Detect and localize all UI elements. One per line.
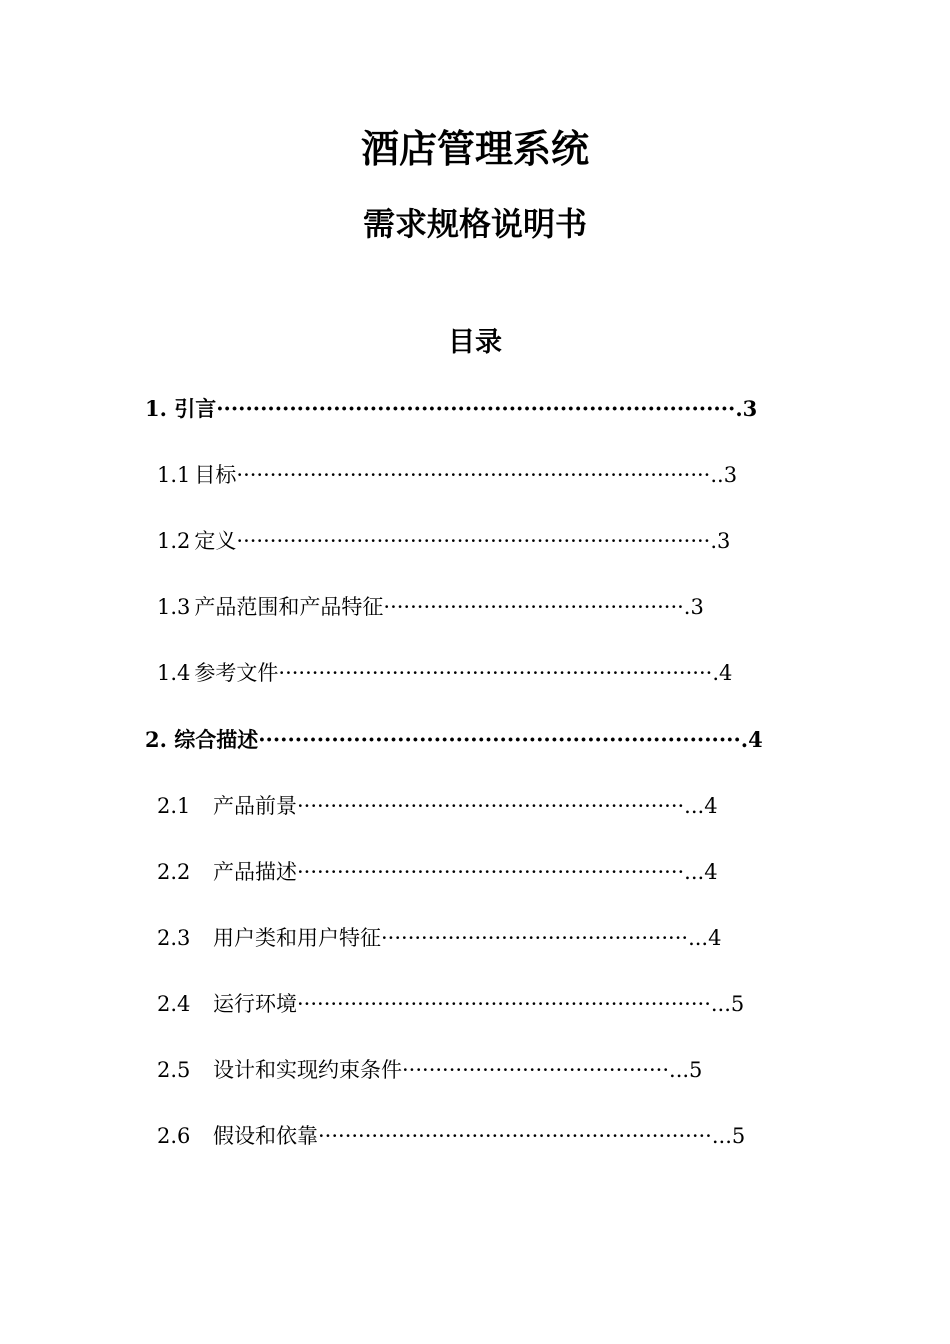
toc-number: 2.1	[157, 794, 191, 818]
toc-text: 引言	[174, 396, 217, 421]
toc-number: 1.1	[157, 463, 191, 487]
toc-leader: ·································································	[278, 661, 713, 685]
toc-page: ..3	[710, 463, 738, 487]
toc-entry-2-3[interactable]	[157, 923, 787, 953]
toc-number: 2.6	[157, 1124, 191, 1148]
toc-text: 运行环境	[213, 992, 297, 1016]
toc-entry-2-5[interactable]	[157, 1055, 760, 1085]
toc-page: .3	[735, 396, 758, 421]
toc-number: 2.	[145, 727, 167, 752]
toc-page: .3	[710, 529, 731, 553]
toc-entry-2[interactable]	[145, 725, 785, 755]
toc-leader: ·······································································	[216, 396, 736, 421]
toc-page: ...4	[684, 860, 718, 884]
toc-number: 1.	[145, 396, 167, 421]
toc-entry-1-4[interactable]	[157, 658, 785, 688]
toc-leader: ·······································································	[236, 529, 711, 553]
toc-entry-1-1[interactable]	[157, 460, 785, 490]
toc-heading: 目录	[448, 327, 502, 358]
toc-entry-1-2[interactable]	[157, 526, 785, 556]
toc-text: 假设和依靠	[213, 1124, 318, 1148]
toc-number: 1.3	[157, 595, 191, 619]
toc-page: ...5	[669, 1058, 703, 1082]
toc-leader: ··································································	[258, 727, 741, 752]
document-subtitle: 需求规格说明书	[362, 205, 587, 243]
toc-entry-2-1[interactable]	[157, 791, 760, 821]
toc-text: 用户类和用户特征	[213, 926, 381, 950]
toc-page: ...4	[688, 926, 722, 950]
toc-page: ...5	[711, 1124, 746, 1148]
toc-number: 1.4	[157, 661, 191, 685]
toc-page: .4	[740, 727, 763, 752]
toc-number: 2.5	[157, 1058, 191, 1082]
toc-entry-1[interactable]	[145, 394, 785, 424]
toc-entry-2-4[interactable]	[157, 989, 787, 1019]
toc-text: 综合描述	[174, 727, 259, 752]
toc-leader: ········································	[402, 1058, 670, 1082]
toc-leader: ··························································	[297, 860, 685, 884]
toc-text: 设计和实现约束条件	[213, 1058, 402, 1082]
toc-leader: ···························································	[318, 1124, 712, 1148]
toc-entry-2-6[interactable]	[157, 1121, 787, 1151]
toc-entry-1-3[interactable]	[157, 592, 755, 622]
toc-number: 1.2	[157, 529, 191, 553]
toc-leader: ······························································	[297, 992, 711, 1016]
document-title: 酒店管理系统	[360, 126, 589, 171]
toc-number: 2.2	[157, 860, 191, 884]
toc-leader: ·············································	[383, 595, 684, 619]
toc-page: .3	[683, 595, 704, 619]
toc-leader: ··············································	[381, 926, 689, 950]
toc-leader: ··························································	[297, 794, 685, 818]
toc-page: .4	[712, 661, 733, 685]
toc-number: 2.4	[157, 992, 191, 1016]
toc-leader: ·······································································	[236, 463, 711, 487]
toc-page: ...4	[684, 794, 718, 818]
toc-text: 定义	[194, 529, 237, 553]
toc-text: 产品范围和产品特征	[194, 595, 384, 619]
toc-text: 参考文件	[194, 661, 279, 685]
toc-entry-2-2[interactable]	[157, 857, 760, 887]
toc-number: 2.3	[157, 926, 191, 950]
toc-text: 产品描述	[213, 860, 297, 884]
toc-page: ...5	[710, 992, 745, 1016]
toc-text: 目标	[194, 463, 237, 487]
toc-text: 产品前景	[213, 794, 297, 818]
